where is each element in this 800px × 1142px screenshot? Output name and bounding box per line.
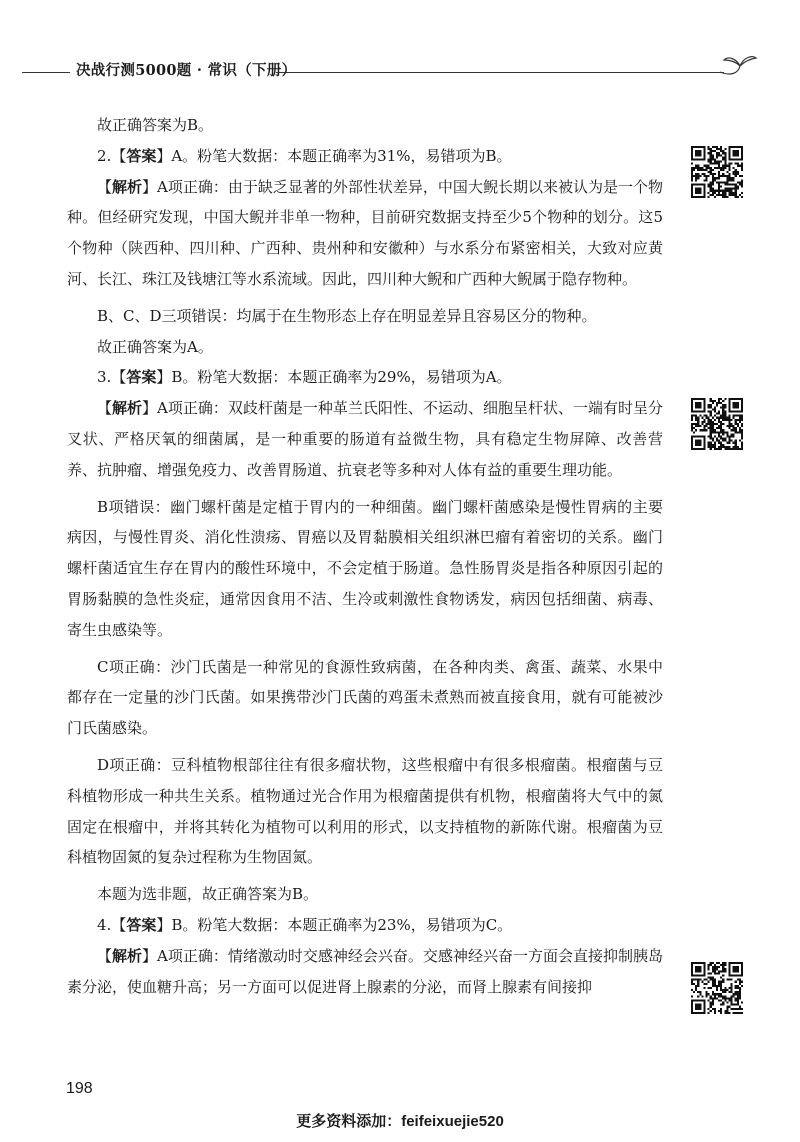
paragraph-text: 故正确答案为A。 [97,337,213,356]
sprout-icon [718,54,758,84]
header-rule-left [22,72,70,73]
qr-code-icon[interactable] [691,398,743,450]
section-label: 答案 [126,368,157,387]
section-label: 解析 [112,177,143,196]
paragraph-prefix: 3.【 [97,368,127,387]
paragraph-prefix: 【 [97,946,113,965]
section-label: 解析 [112,399,143,418]
footer-note [0,1110,800,1131]
paragraph-text: 本题为选非题，故正确答案为B。 [97,885,319,904]
explanation-paragraph [67,879,663,910]
explanation-paragraph [67,750,663,873]
explanation-paragraph [67,362,663,393]
explanation-paragraph [67,393,663,485]
section-label: 答案 [126,915,157,934]
explanation-paragraph [67,941,663,1003]
paragraph-text: 】A项正确：由于缺乏显著的外部性状差异，中国大鲵长期以来被认为是一个物种。但经研究发现，中国大鲵并非单一物种，目前研究数据支持至少5个物种的划分。这5个物种（陕西种、四川种、广西种、贵州种和安徽种）与水系分布紧密相关，大致对应黄河、长江、珠江及钱塘江等水系流域。因此，四川种大鲵和广西种大鲵属于隐存物种。 [67,177,663,288]
paragraph-text: 】B。粉笔大数据：本题正确率为29%，易错项为A。 [156,368,512,387]
section-label: 答案 [126,146,157,165]
answer-explanations [67,110,663,1002]
paragraph-text: 】B。粉笔大数据：本题正确率为23%，易错项为C。 [156,915,513,934]
book-title: 决战行测5000题 · 常识（下册） [76,62,297,79]
explanation-paragraph [67,492,663,646]
explanation-paragraph [67,172,663,295]
qr-code-icon[interactable] [691,962,743,1014]
explanation-paragraph [67,910,663,941]
paragraph-text: 】A项正确：双歧杆菌是一种革兰氏阳性、不运动、细胞呈杆状、一端有时呈分叉状、严格厌氧的细菌属，是一种重要的肠道有益微生物，具有稳定生物屏障、改善营养、抗肿瘤、增强免疫力、改善胃肠道、抗衰老等多种对人体有益的重要生理功能。 [67,399,663,479]
qr-code-icon[interactable] [691,146,743,198]
paragraph-text: 】A项正确：情绪激动时交感神经会兴奋。交感神经兴奋一方面会直接抑制胰岛素分泌，使血糖升高；另一方面可以促进肾上腺素的分泌，而肾上腺素有间接抑 [67,946,663,996]
footer-contact-id: feifeixuejie520 [401,1113,504,1130]
explanation-paragraph [67,301,663,332]
header-rule-right [276,72,724,73]
explanation-paragraph [67,141,663,172]
footer-prefix: 更多资料添加： [296,1112,402,1130]
paragraph-text: B、C、D三项错误：均属于在生物形态上存在明显差异且容易区分的物种。 [97,306,597,325]
paragraph-prefix: 2.【 [97,146,127,165]
paragraph-text: C项正确：沙门氏菌是一种常见的食源性致病菌，在各种肉类、禽蛋、蔬菜、水果中都存在一定量的沙门氏菌。如果携带沙门氏菌的鸡蛋未煮熟而被直接食用，就有可能被沙门氏菌感染。 [67,657,663,738]
paragraph-prefix: 【 [97,399,113,418]
page-number: 198 [66,1080,93,1097]
paragraph-text: B项错误：幽门螺杆菌是定植于胃内的一种细菌。幽门螺杆菌感染是慢性胃病的主要病因，与慢性胃炎、消化性溃疡、胃癌以及胃黏膜相关组织淋巴瘤有着密切的关系。幽门螺杆菌适宜生存在胃内的酸性环境中，不会定植于肠道。急性肠胃炎是指各种原因引起的胃肠黏膜的急性炎症，通常因食用不洁、生冷或刺激性食物诱发，病因包括细菌、病毒、寄生虫感染等。 [67,497,663,639]
explanation-paragraph [67,332,663,363]
paragraph-prefix: 4.【 [97,915,127,934]
explanation-paragraph [67,652,663,744]
page-header [0,56,800,86]
paragraph-text: D项正确：豆科植物根部往往有很多瘤状物，这些根瘤中有很多根瘤菌。根瘤菌与豆科植物形成一种共生关系。植物通过光合作用为根瘤菌提供有机物，根瘤菌将大气中的氮固定在根瘤中，并将其转化为植物可以利用的形式，以支持植物的新陈代谢。根瘤菌为豆科植物固氮的复杂过程称为生物固氮。 [67,755,663,867]
section-label: 解析 [112,946,143,965]
explanation-paragraph [67,110,663,141]
paragraph-text: 】A。粉笔大数据：本题正确率为31%，易错项为B。 [156,146,512,165]
paragraph-prefix: 【 [97,177,113,196]
paragraph-text: 故正确答案为B。 [97,116,214,134]
